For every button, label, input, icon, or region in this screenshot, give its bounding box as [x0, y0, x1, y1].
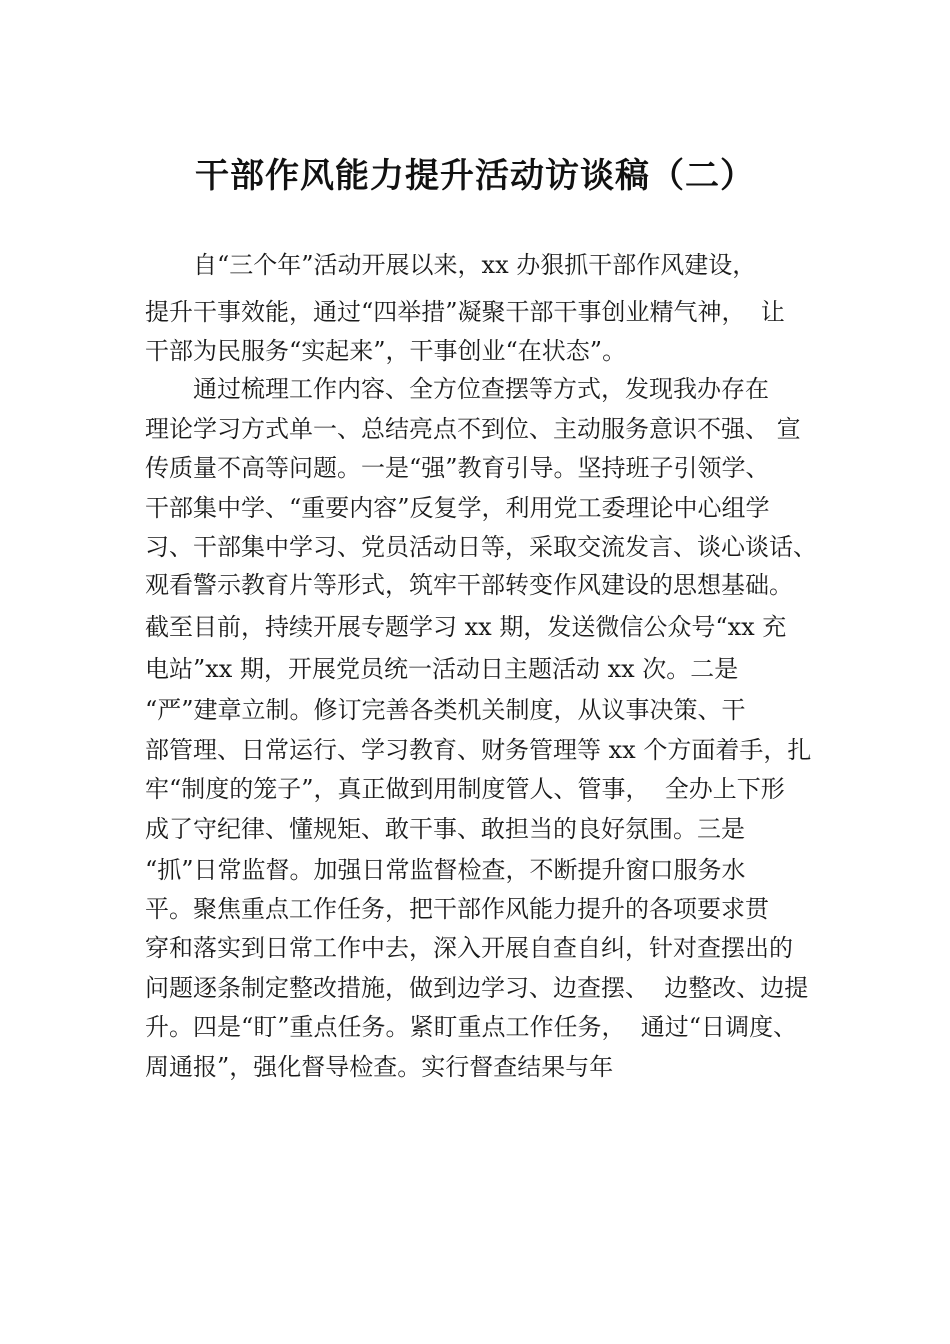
paragraph-line-11: 电站”xx 期，开展党员统一活动日主题活动 xx 次。二是 [145, 655, 739, 683]
document-title: 干部作风能力提升活动访谈稿（二） [195, 156, 755, 196]
paragraph-line-8: 习、干部集中学习、党员活动日等，采取交流发言、谈心谈话、 [145, 533, 817, 561]
paragraph-line-10: 截至目前，持续开展专题学习 xx 期，发送微信公众号“xx 充 [145, 613, 787, 641]
paragraph-line-20: 升。四是“盯”重点任务。紧盯重点工作任务， 通过“日调度、 [145, 1013, 798, 1041]
paragraph-line-5: 理论学习方式单一、总结亮点不到位、主动服务意识不强、 宣 [145, 415, 801, 443]
paragraph-line-19: 问题逐条制定整改措施，做到边学习、边查摆、 边整改、边提 [145, 974, 809, 1002]
paragraph-line-21: 周通报”，强化督导检查。实行督查结果与年 [145, 1053, 614, 1081]
paragraph-line-4: 通过梳理工作内容、全方位查摆等方式，发现我办存在 [145, 375, 769, 403]
paragraph-line-12: “严”建章立制。修订完善各类机关制度，从议事决策、干 [145, 696, 746, 724]
paragraph-line-18: 穿和落实到日常工作中去，深入开展自查自纠，针对查摆出的 [145, 934, 793, 962]
paragraph-line-9: 观看警示教育片等形式，筑牢干部转变作风建设的思想基础。 [145, 571, 793, 599]
paragraph-line-2: 提升干事效能，通过“四举措”凝聚干部干事创业精气神， 让 [145, 298, 785, 326]
paragraph-line-1: 自“三个年”活动开展以来，xx 办狠抓干部作风建设， [145, 251, 757, 279]
paragraph-line-6: 传质量不高等问题。一是“强”教育引导。坚持班子引领学、 [145, 454, 770, 482]
paragraph-line-7: 干部集中学、“重要内容”反复学，利用党工委理论中心组学 [145, 494, 770, 522]
paragraph-line-13: 部管理、日常运行、学习教育、财务管理等 xx 个方面着手，扎 [145, 736, 812, 764]
paragraph-line-17: 平。聚焦重点工作任务，把干部作风能力提升的各项要求贯 [145, 895, 769, 923]
paragraph-line-16: “抓”日常监督。加强日常监督检查，不断提升窗口服务水 [145, 856, 746, 884]
paragraph-line-14: 牢“制度的笼子”，真正做到用制度管人、管事， 全办上下形 [145, 775, 785, 803]
paragraph-line-3: 干部为民服务“实起来”，干事创业“在状态”。 [145, 337, 627, 365]
paragraph-line-15: 成了守纪律、懂规矩、敢干事、敢担当的良好氛围。三是 [145, 815, 745, 843]
